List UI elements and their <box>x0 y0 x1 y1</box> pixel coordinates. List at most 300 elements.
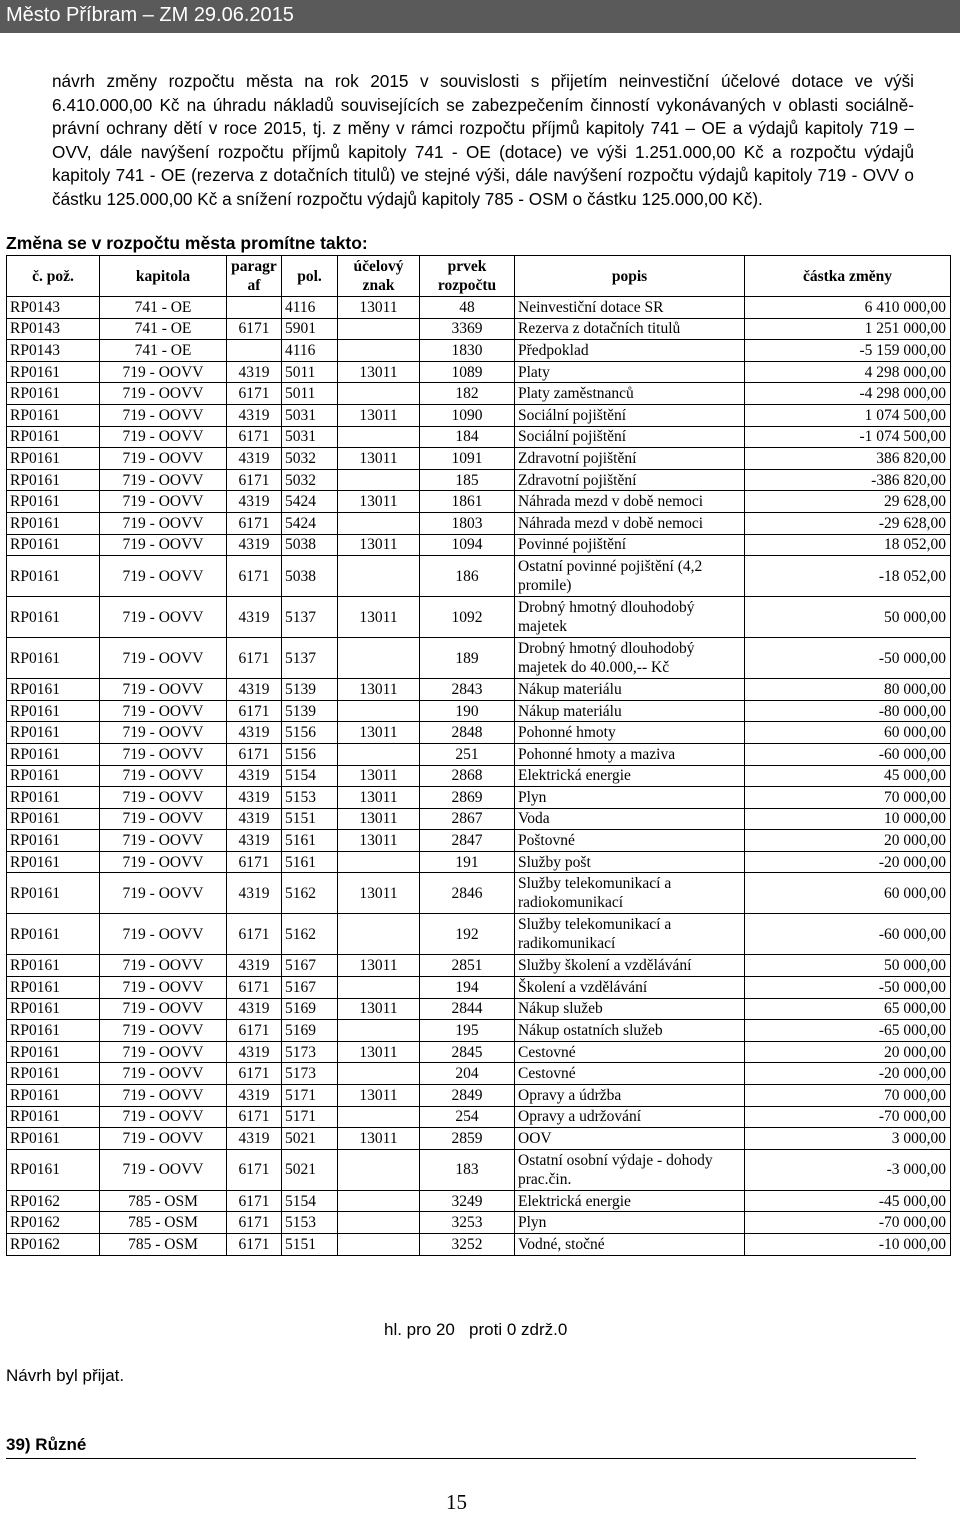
table-cell: Nákup materiálu <box>515 700 745 722</box>
table-cell: 4319 <box>227 491 282 513</box>
table-cell: -5 159 000,00 <box>745 340 951 362</box>
table-cell: 60 000,00 <box>745 722 951 744</box>
table-cell: 189 <box>420 638 515 679</box>
table-cell: 5139 <box>282 700 338 722</box>
table-cell: 70 000,00 <box>745 1085 951 1107</box>
table-row <box>7 1212 951 1234</box>
table-cell: 6171 <box>227 914 282 955</box>
table-cell: 719 - OOVV <box>100 1041 227 1063</box>
table-row <box>7 1149 951 1190</box>
table-cell: 20 000,00 <box>745 1041 951 1063</box>
table-cell: Ostatní osobní výdaje - dohody prac.čin. <box>515 1149 745 1190</box>
table-cell: RP0161 <box>7 830 100 852</box>
table-cell: Vodné, stočné <box>515 1234 745 1256</box>
table-cell: 2847 <box>420 830 515 852</box>
table-cell: 2848 <box>420 722 515 744</box>
table-cell: -10 000,00 <box>745 1234 951 1256</box>
table-cell: 5424 <box>282 512 338 534</box>
table-cell: 5139 <box>282 679 338 701</box>
header-title: Město Příbram – ZM 29.06.2015 <box>6 4 294 26</box>
table-cell: 6171 <box>227 1063 282 1085</box>
table-cell: 20 000,00 <box>745 830 951 852</box>
table-cell: 6171 <box>227 1234 282 1256</box>
table-cell: RP0161 <box>7 873 100 914</box>
table-cell <box>338 1020 420 1042</box>
column-header: popis <box>515 256 745 297</box>
table-cell: 1090 <box>420 404 515 426</box>
table-row <box>7 1234 951 1256</box>
table-cell: RP0161 <box>7 1085 100 1107</box>
table-cell <box>338 1234 420 1256</box>
table-cell: RP0161 <box>7 808 100 830</box>
table-row <box>7 1190 951 1212</box>
table-cell: 3 000,00 <box>745 1128 951 1150</box>
table-cell: Plyn <box>515 1212 745 1234</box>
table-cell: 719 - OOVV <box>100 1063 227 1085</box>
table-cell: -70 000,00 <box>745 1212 951 1234</box>
section-divider <box>6 1458 916 1459</box>
table-cell: Ostatní povinné pojištění (4,2 promile) <box>515 556 745 597</box>
table-cell: RP0143 <box>7 340 100 362</box>
table-cell: 5156 <box>282 743 338 765</box>
table-cell: Opravy a údržba <box>515 1085 745 1107</box>
table-cell: 719 - OOVV <box>100 361 227 383</box>
table-cell: -386 820,00 <box>745 469 951 491</box>
table-cell: -80 000,00 <box>745 700 951 722</box>
table-cell: RP0161 <box>7 383 100 405</box>
table-cell <box>338 743 420 765</box>
column-header: účelový znak <box>338 256 420 297</box>
table-cell: 741 - OE <box>100 340 227 362</box>
table-row <box>7 597 951 638</box>
table-cell: 719 - OOVV <box>100 491 227 513</box>
table-cell: Povinné pojištění <box>515 534 745 556</box>
table-cell: 1094 <box>420 534 515 556</box>
table-row <box>7 426 951 448</box>
table-cell <box>338 1190 420 1212</box>
table-row <box>7 851 951 873</box>
table-cell: 719 - OOVV <box>100 1085 227 1107</box>
table-cell: 4319 <box>227 1041 282 1063</box>
column-header: č. pož. <box>7 256 100 297</box>
table-cell: 45 000,00 <box>745 765 951 787</box>
table-cell: 50 000,00 <box>745 597 951 638</box>
table-cell: 719 - OOVV <box>100 1149 227 1190</box>
table-cell: 719 - OOVV <box>100 830 227 852</box>
table-cell: 186 <box>420 556 515 597</box>
table-cell: 185 <box>420 469 515 491</box>
table-cell: RP0161 <box>7 679 100 701</box>
table-cell: 719 - OOVV <box>100 977 227 999</box>
table-cell: 6171 <box>227 1106 282 1128</box>
vote-result: hl. pro 20 proti 0 zdrž.0 <box>384 1320 568 1339</box>
table-cell: 785 - OSM <box>100 1234 227 1256</box>
table-cell: 719 - OOVV <box>100 743 227 765</box>
table-cell: Služby školení a vzdělávání <box>515 955 745 977</box>
table-cell: Voda <box>515 808 745 830</box>
table-cell: 1089 <box>420 361 515 383</box>
table-cell: 719 - OOVV <box>100 469 227 491</box>
table-cell: 5021 <box>282 1149 338 1190</box>
table-cell: 13011 <box>338 722 420 744</box>
table-cell: 5137 <box>282 597 338 638</box>
table-cell: RP0161 <box>7 448 100 470</box>
table-row <box>7 1106 951 1128</box>
table-row <box>7 469 951 491</box>
table-cell: 4319 <box>227 722 282 744</box>
table-cell: 5424 <box>282 491 338 513</box>
page-number: 15 <box>446 1490 467 1514</box>
table-cell: 719 - OOVV <box>100 383 227 405</box>
table-cell: 80 000,00 <box>745 679 951 701</box>
table-cell: 70 000,00 <box>745 787 951 809</box>
table-cell: Cestovné <box>515 1041 745 1063</box>
table-cell: 6171 <box>227 1149 282 1190</box>
table-cell: 6171 <box>227 977 282 999</box>
table-row <box>7 297 951 319</box>
table-cell: -20 000,00 <box>745 1063 951 1085</box>
table-cell: 3253 <box>420 1212 515 1234</box>
table-cell: Zdravotní pojištění <box>515 448 745 470</box>
table-cell: 5151 <box>282 808 338 830</box>
table-cell: Sociální pojištění <box>515 404 745 426</box>
table-cell: RP0161 <box>7 361 100 383</box>
table-cell: 13011 <box>338 679 420 701</box>
table-cell: 4319 <box>227 679 282 701</box>
table-cell: Služby telekomunikací a radiokomunikací <box>515 873 745 914</box>
table-row <box>7 808 951 830</box>
table-row <box>7 1128 951 1150</box>
table-cell: 13011 <box>338 808 420 830</box>
column-header: pol. <box>282 256 338 297</box>
table-cell: 741 - OE <box>100 318 227 340</box>
table-cell: RP0161 <box>7 765 100 787</box>
column-header: částka změny <box>745 256 951 297</box>
table-row <box>7 556 951 597</box>
table-row <box>7 830 951 852</box>
table-cell: 183 <box>420 1149 515 1190</box>
table-cell: Zdravotní pojištění <box>515 469 745 491</box>
table-cell: RP0161 <box>7 787 100 809</box>
table-row <box>7 765 951 787</box>
table-cell: 2846 <box>420 873 515 914</box>
table-cell: Předpoklad <box>515 340 745 362</box>
table-cell: 10 000,00 <box>745 808 951 830</box>
table-cell <box>227 340 282 362</box>
table-cell: RP0161 <box>7 1041 100 1063</box>
table-cell: 2845 <box>420 1041 515 1063</box>
table-cell: Náhrada mezd v době nemoci <box>515 512 745 534</box>
table-row <box>7 787 951 809</box>
table-cell: Nákup služeb <box>515 998 745 1020</box>
table-cell: 719 - OOVV <box>100 851 227 873</box>
table-cell: RP0161 <box>7 469 100 491</box>
table-cell: Rezerva z dotačních titulů <box>515 318 745 340</box>
table-cell: 5038 <box>282 534 338 556</box>
table-row <box>7 998 951 1020</box>
table-cell: 50 000,00 <box>745 955 951 977</box>
table-cell: 5011 <box>282 383 338 405</box>
table-cell: 1803 <box>420 512 515 534</box>
table-cell: 5173 <box>282 1041 338 1063</box>
table-cell: 5151 <box>282 1234 338 1256</box>
table-cell: 204 <box>420 1063 515 1085</box>
table-cell: 5173 <box>282 1063 338 1085</box>
table-cell: 192 <box>420 914 515 955</box>
table-cell: 4 298 000,00 <box>745 361 951 383</box>
table-row <box>7 1085 951 1107</box>
table-cell: -50 000,00 <box>745 638 951 679</box>
table-cell: 719 - OOVV <box>100 534 227 556</box>
table-cell: 13011 <box>338 765 420 787</box>
table-cell: 5167 <box>282 977 338 999</box>
table-cell: RP0161 <box>7 1106 100 1128</box>
table-cell <box>338 1106 420 1128</box>
table-cell: 13011 <box>338 830 420 852</box>
table-cell: 5901 <box>282 318 338 340</box>
table-cell: Cestovné <box>515 1063 745 1085</box>
table-cell: 6171 <box>227 1212 282 1234</box>
table-cell: 13011 <box>338 998 420 1020</box>
table-cell: 13011 <box>338 297 420 319</box>
table-cell: -3 000,00 <box>745 1149 951 1190</box>
table-cell: 5161 <box>282 830 338 852</box>
table-row <box>7 914 951 955</box>
table-cell: 5011 <box>282 361 338 383</box>
document-header <box>0 0 960 33</box>
table-cell: 2868 <box>420 765 515 787</box>
column-header: paragr af <box>227 256 282 297</box>
table-cell: 6171 <box>227 318 282 340</box>
table-cell: 6 410 000,00 <box>745 297 951 319</box>
table-cell: 5161 <box>282 851 338 873</box>
table-cell: 5038 <box>282 556 338 597</box>
table-cell: RP0161 <box>7 977 100 999</box>
table-cell <box>338 1063 420 1085</box>
table-cell: -50 000,00 <box>745 977 951 999</box>
table-cell: 4319 <box>227 1128 282 1150</box>
table-cell: -60 000,00 <box>745 914 951 955</box>
table-cell: RP0161 <box>7 491 100 513</box>
table-cell: RP0161 <box>7 955 100 977</box>
table-cell: 741 - OE <box>100 297 227 319</box>
table-cell: 60 000,00 <box>745 873 951 914</box>
table-cell: 6171 <box>227 638 282 679</box>
table-cell: 1092 <box>420 597 515 638</box>
table-row <box>7 873 951 914</box>
table-cell: 5156 <box>282 722 338 744</box>
table-cell: 5169 <box>282 998 338 1020</box>
table-cell: 719 - OOVV <box>100 998 227 1020</box>
table-cell: 4319 <box>227 361 282 383</box>
table-cell <box>338 638 420 679</box>
table-cell: 719 - OOVV <box>100 955 227 977</box>
table-cell: 5153 <box>282 1212 338 1234</box>
table-cell: 6171 <box>227 556 282 597</box>
table-cell: 5171 <box>282 1106 338 1128</box>
table-cell: 719 - OOVV <box>100 597 227 638</box>
table-cell: 386 820,00 <box>745 448 951 470</box>
table-cell: 6171 <box>227 1020 282 1042</box>
table-cell: 1861 <box>420 491 515 513</box>
table-cell <box>338 1212 420 1234</box>
table-cell: 4319 <box>227 404 282 426</box>
table-cell: 719 - OOVV <box>100 679 227 701</box>
table-cell: RP0161 <box>7 556 100 597</box>
table-cell: 719 - OOVV <box>100 808 227 830</box>
table-cell: 5021 <box>282 1128 338 1150</box>
table-cell: 719 - OOVV <box>100 638 227 679</box>
table-cell: RP0162 <box>7 1212 100 1234</box>
table-cell: 2851 <box>420 955 515 977</box>
table-cell: 18 052,00 <box>745 534 951 556</box>
table-cell <box>338 556 420 597</box>
table-cell: -4 298 000,00 <box>745 383 951 405</box>
table-cell: 13011 <box>338 491 420 513</box>
table-cell: 194 <box>420 977 515 999</box>
table-cell: Poštovné <box>515 830 745 852</box>
table-cell: 4319 <box>227 534 282 556</box>
table-cell: -18 052,00 <box>745 556 951 597</box>
table-cell <box>338 851 420 873</box>
table-cell: RP0161 <box>7 998 100 1020</box>
table-cell: 5154 <box>282 765 338 787</box>
table-cell: Pohonné hmoty <box>515 722 745 744</box>
column-header: kapitola <box>100 256 227 297</box>
table-cell: 785 - OSM <box>100 1190 227 1212</box>
table-row <box>7 361 951 383</box>
table-cell: Služby telekomunikací a radikomunikací <box>515 914 745 955</box>
table-cell: 785 - OSM <box>100 1212 227 1234</box>
table-header-row <box>7 256 951 297</box>
table-cell: RP0161 <box>7 743 100 765</box>
column-header: prvek rozpočtu <box>420 256 515 297</box>
table-cell: RP0161 <box>7 914 100 955</box>
table-cell: 719 - OOVV <box>100 765 227 787</box>
table-cell: 48 <box>420 297 515 319</box>
table-cell: Služby pošt <box>515 851 745 873</box>
table-cell <box>338 340 420 362</box>
table-cell: 5032 <box>282 469 338 491</box>
table-cell: 5162 <box>282 873 338 914</box>
table-cell: 13011 <box>338 534 420 556</box>
table-cell: 719 - OOVV <box>100 722 227 744</box>
table-row <box>7 1020 951 1042</box>
table-cell: 5137 <box>282 638 338 679</box>
table-cell: -1 074 500,00 <box>745 426 951 448</box>
table-cell: 13011 <box>338 955 420 977</box>
table-cell: 4319 <box>227 808 282 830</box>
table-cell: Pohonné hmoty a maziva <box>515 743 745 765</box>
table-cell: 195 <box>420 1020 515 1042</box>
table-cell <box>338 383 420 405</box>
table-cell: Sociální pojištění <box>515 426 745 448</box>
table-cell: RP0161 <box>7 722 100 744</box>
table-cell: RP0161 <box>7 404 100 426</box>
table-row <box>7 404 951 426</box>
table-cell: 4319 <box>227 787 282 809</box>
table-row <box>7 512 951 534</box>
table-cell: 29 628,00 <box>745 491 951 513</box>
table-cell: 13011 <box>338 361 420 383</box>
table-cell: 254 <box>420 1106 515 1128</box>
table-cell: RP0161 <box>7 426 100 448</box>
table-cell: 2843 <box>420 679 515 701</box>
table-subheading: Změna se v rozpočtu města promítne takto: <box>6 233 368 253</box>
table-cell: 3249 <box>420 1190 515 1212</box>
table-cell: 4116 <box>282 297 338 319</box>
table-row <box>7 491 951 513</box>
table-cell: 4319 <box>227 765 282 787</box>
table-cell: Platy <box>515 361 745 383</box>
table-cell: 4319 <box>227 955 282 977</box>
table-cell: RP0161 <box>7 1128 100 1150</box>
table-cell <box>338 426 420 448</box>
table-cell: 13011 <box>338 404 420 426</box>
table-cell: 182 <box>420 383 515 405</box>
table-cell: Náhrada mezd v době nemoci <box>515 491 745 513</box>
table-row <box>7 448 951 470</box>
table-row <box>7 743 951 765</box>
table-cell: Elektrická energie <box>515 1190 745 1212</box>
table-cell: 5171 <box>282 1085 338 1107</box>
table-cell: RP0143 <box>7 318 100 340</box>
table-cell: 4319 <box>227 1085 282 1107</box>
table-cell: RP0161 <box>7 512 100 534</box>
table-cell: -29 628,00 <box>745 512 951 534</box>
intro-paragraph-block <box>52 70 914 212</box>
table-cell: 719 - OOVV <box>100 1020 227 1042</box>
section-title: 39) Různé <box>6 1435 87 1454</box>
table-cell: 6171 <box>227 700 282 722</box>
table-cell: 6171 <box>227 469 282 491</box>
table-cell: 2859 <box>420 1128 515 1150</box>
table-cell: 5032 <box>282 448 338 470</box>
table-cell: 4319 <box>227 597 282 638</box>
table-cell: Plyn <box>515 787 745 809</box>
table-cell: 6171 <box>227 512 282 534</box>
table-cell: 719 - OOVV <box>100 556 227 597</box>
table-cell: 2867 <box>420 808 515 830</box>
table-cell <box>338 318 420 340</box>
table-cell: Drobný hmotný dlouhodobý majetek do 40.000,-- Kč <box>515 638 745 679</box>
table-cell: -70 000,00 <box>745 1106 951 1128</box>
table-row <box>7 955 951 977</box>
table-cell <box>338 700 420 722</box>
table-cell: Drobný hmotný dlouhodobý majetek <box>515 597 745 638</box>
table-row <box>7 977 951 999</box>
table-cell: -65 000,00 <box>745 1020 951 1042</box>
table-cell: RP0162 <box>7 1234 100 1256</box>
table-cell: 3252 <box>420 1234 515 1256</box>
intro-paragraph: návrh změny rozpočtu města na rok 2015 v souvislosti s přijetím neinvestiční účelové dotace ve výši 6.410.000,00 Kč na úhradu nákladů souvisejících se zabezpečením činností vykonávaných v oblasti sociálně-právní ochrany dětí v roce 2015, tj. z měny v rámci rozpočtu příjmů kapitoly 741 – OE a výdajů kapitoly 719 – OVV, dále navýšení rozpočtu příjmů kapitoly 741 - OE (dotace) ve výši 1.251.000,00 Kč a rozpočtu výdajů kapitoly 741 - OE (rezerva z dotačních titulů) ve stejné výši, dále navýšení rozpočtu výdajů kapitoly 719 - OVV o částku 125.000,00 Kč a snížení rozpočtu výdajů kapitoly 785 - OSM o částku 125.000,00 Kč). <box>52 71 914 209</box>
table-cell: 5167 <box>282 955 338 977</box>
table-cell: Opravy a udržování <box>515 1106 745 1128</box>
table-row <box>7 383 951 405</box>
table-cell: 184 <box>420 426 515 448</box>
table-cell: 719 - OOVV <box>100 512 227 534</box>
table-cell: RP0161 <box>7 1020 100 1042</box>
resolution-status: Návrh byl přijat. <box>6 1366 125 1385</box>
table-cell: -45 000,00 <box>745 1190 951 1212</box>
table-cell: 190 <box>420 700 515 722</box>
table-cell: 13011 <box>338 448 420 470</box>
table-cell: 6171 <box>227 743 282 765</box>
table-cell: 3369 <box>420 318 515 340</box>
table-cell: RP0162 <box>7 1190 100 1212</box>
table-cell: 719 - OOVV <box>100 426 227 448</box>
table-cell: 13011 <box>338 1041 420 1063</box>
